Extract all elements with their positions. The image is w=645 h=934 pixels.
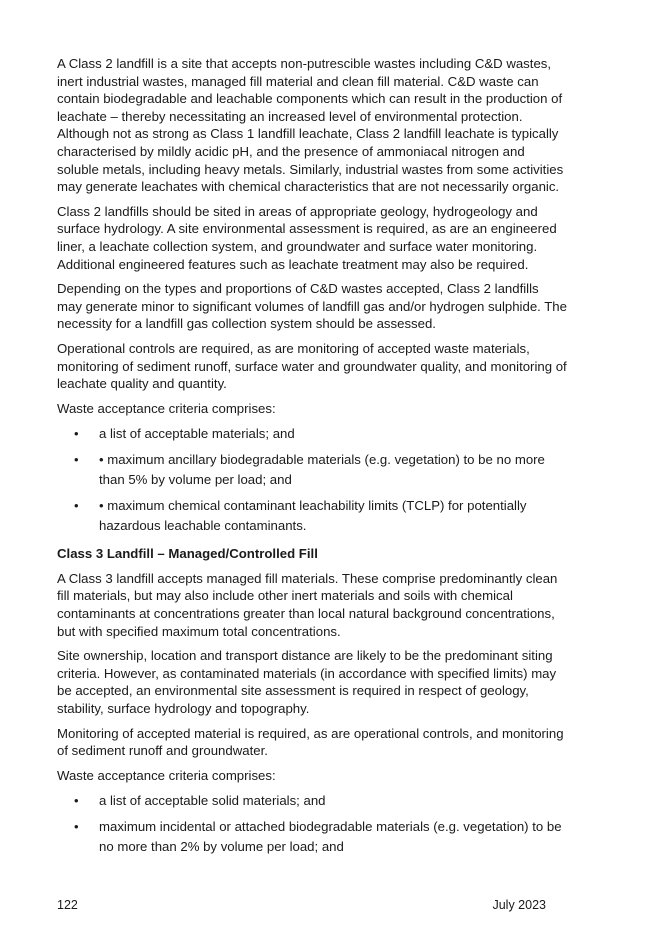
bullet-icon: • xyxy=(74,426,79,442)
list-item xyxy=(57,424,567,444)
bullet-icon: • xyxy=(74,498,79,514)
list-item-text: • maximum ancillary biodegradable materials (e.g. vegetation) to be no more than 5% by volume per load; and xyxy=(99,452,545,488)
list-item-text: • maximum chemical contaminant leachability limits (TCLP) for potentially hazardous leachable contaminants. xyxy=(99,498,527,534)
list-item xyxy=(57,791,567,811)
paragraph-class3-monitoring: Monitoring of accepted material is required, as are operational controls, and monitoring of sediment runoff and groundwater. xyxy=(57,725,564,759)
paragraph-class2-criteria-intro: Waste acceptance criteria comprises: xyxy=(57,400,276,416)
class3-criteria-list xyxy=(57,791,567,857)
paragraph-class2-siting: Class 2 landfills should be sited in areas of appropriate geology, hydrogeology and surface hydrology. A site environmental assessment is required, as are an engineered liner, a leachate collection system, and groundwater and surface water monitoring. Additional engineered features such as leachate treatment may also be required. xyxy=(57,203,557,272)
bullet-icon: • xyxy=(74,819,79,835)
paragraph-class3-siting: Site ownership, location and transport distance are likely to be the predominant siting criteria. However, as contaminated materials (in accordance with specified limits) may be accepted, an environmental site assessment is required in respect of geology, stability, surface hydrology and topography. xyxy=(57,648,557,717)
paragraph-class2-intro: A Class 2 landfill is a site that accepts non-putrescible wastes including C&D wastes, inert industrial wastes, managed fill material and clean fill material. C&D waste can contain biodegradable and leachable components which can result in the production of leachate – thereby necessitating an increased level of environmental protection. Although not as strong as Class 1 landfill leachate, Class 2 landfill leachate is typically characterised by mildly acidic pH, and the presence of ammoniacal nitrogen and soluble metals, including heavy metals. Similarly, industrial wastes from some activities may generate leachates with chemical characteristics that are not necessarily organic. xyxy=(57,56,564,195)
bullet-icon: • xyxy=(74,452,79,468)
footer-page-number: 122 xyxy=(57,898,78,912)
list-item-text: a list of acceptable materials; and xyxy=(99,426,295,442)
list-item xyxy=(57,450,567,490)
class2-criteria-list xyxy=(57,424,567,536)
section-heading-class3: Class 3 Landfill – Managed/Controlled Fill xyxy=(57,546,318,562)
paragraph-class3-criteria-intro: Waste acceptance criteria comprises: xyxy=(57,767,276,783)
footer-date: July 2023 xyxy=(492,898,546,912)
paragraph-class3-intro: A Class 3 landfill accepts managed fill materials. These comprise predominantly clean fill materials, but may also include other inert materials and soils with chemical contaminants at concentrations greater than local natural background concentrations, but with specified maximum total concentrations. xyxy=(57,570,558,639)
list-item xyxy=(57,496,567,536)
paragraph-class2-gas: Depending on the types and proportions of C&D wastes accepted, Class 2 landfills may generate minor to significant volumes of landfill gas and/or hydrogen sulphide. The necessity for a landfill gas collection system should be assessed. xyxy=(57,281,567,332)
list-item-text: maximum incidental or attached biodegradable materials (e.g. vegetation) to be no more than 2% by volume per load; and xyxy=(99,819,562,855)
list-item-text: a list of acceptable solid materials; and xyxy=(99,793,326,809)
document-body xyxy=(57,55,567,865)
list-item xyxy=(57,817,567,857)
paragraph-class2-operational: Operational controls are required, as are monitoring of accepted waste materials, monitoring of sediment runoff, surface water and groundwater quality, and monitoring of leachate quality and quantity. xyxy=(57,340,567,392)
bullet-icon: • xyxy=(74,793,79,809)
